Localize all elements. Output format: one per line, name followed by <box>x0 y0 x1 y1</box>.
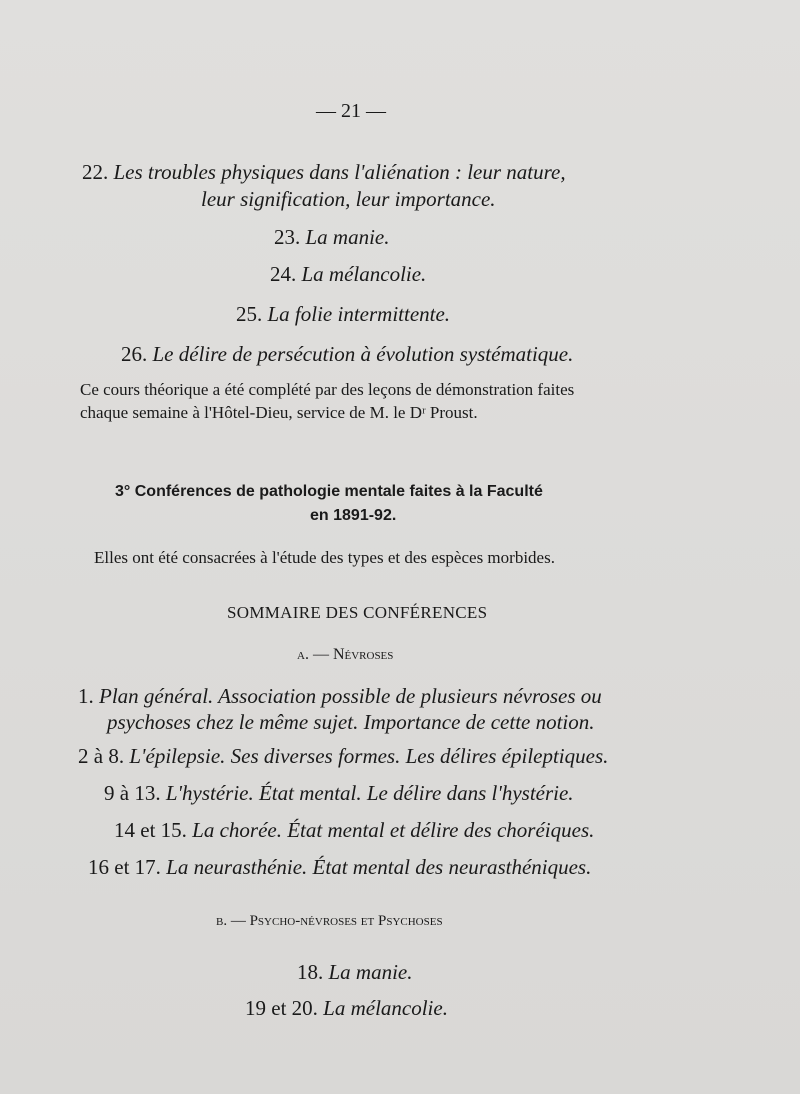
item-number: 19 et 20. <box>245 996 318 1020</box>
item-number: 9 à 13. <box>104 781 161 805</box>
section-heading: en 1891-92. <box>310 507 397 524</box>
note-line: Ce cours théorique a été complété par des leçons de démonstration faites <box>80 380 575 399</box>
item-number: 2 à 8. <box>78 744 125 768</box>
page-number: — 21 — <box>316 100 386 122</box>
item-number: 25. <box>236 302 263 326</box>
list-item <box>245 996 448 1021</box>
item-text: La manie. <box>305 225 390 249</box>
item-number: 26. <box>121 342 148 366</box>
item-number: 23. <box>274 225 301 249</box>
item-text: La chorée. État mental et délire des choréiques. <box>192 818 595 842</box>
item-text: L'épilepsie. Ses diverses formes. Les délires épileptiques. <box>129 744 609 768</box>
list-item <box>236 302 450 327</box>
list-item-continuation: leur signification, leur importance. <box>201 187 496 211</box>
item-number: 18. <box>297 960 324 984</box>
section-heading: 3° Conférences de pathologie mentale faites à la Faculté <box>115 483 543 500</box>
note-line: chaque semaine à l'Hôtel-Dieu, service de M. le Dʳ Proust. <box>80 403 478 422</box>
list-item <box>88 855 591 880</box>
list-item <box>274 225 390 250</box>
list-item <box>270 262 426 287</box>
item-text: La mélancolie. <box>323 996 448 1020</box>
item-number: 24. <box>270 262 297 286</box>
item-number: 22. <box>82 160 109 184</box>
list-item <box>78 744 608 769</box>
list-item <box>114 818 594 843</box>
item-text: La manie. <box>328 960 413 984</box>
list-item <box>297 960 413 985</box>
item-text: Plan général. Association possible de plusieurs névroses ou <box>99 684 602 708</box>
item-text: L'hystérie. État mental. Le délire dans l'hystérie. <box>165 781 574 805</box>
item-number: 14 et 15. <box>114 818 187 842</box>
item-text: La neurasthénie. État mental des neurasthéniques. <box>166 855 592 879</box>
sommaire-title: SOMMAIRE DES CONFÉRENCES <box>227 603 488 622</box>
list-item <box>121 342 573 367</box>
item-text: Le délire de persécution à évolution systématique. <box>152 342 574 366</box>
section-intro: Elles ont été consacrées à l'étude des types et des espèces morbides. <box>94 548 555 567</box>
subsection-heading: a. — Névroses <box>297 646 394 663</box>
item-number: 1. <box>78 684 94 708</box>
item-text: Les troubles physiques dans l'aliénation : leur nature, <box>113 160 566 184</box>
list-item <box>104 781 574 806</box>
item-number: 16 et 17. <box>88 855 161 879</box>
list-item <box>78 684 602 709</box>
list-item <box>82 160 566 185</box>
item-text: La folie intermittente. <box>267 302 451 326</box>
subsection-heading: b. — Psycho-névroses et Psychoses <box>216 913 443 929</box>
item-text: La mélancolie. <box>301 262 427 286</box>
list-item-continuation: psychoses chez le même sujet. Importance de cette notion. <box>107 710 595 734</box>
